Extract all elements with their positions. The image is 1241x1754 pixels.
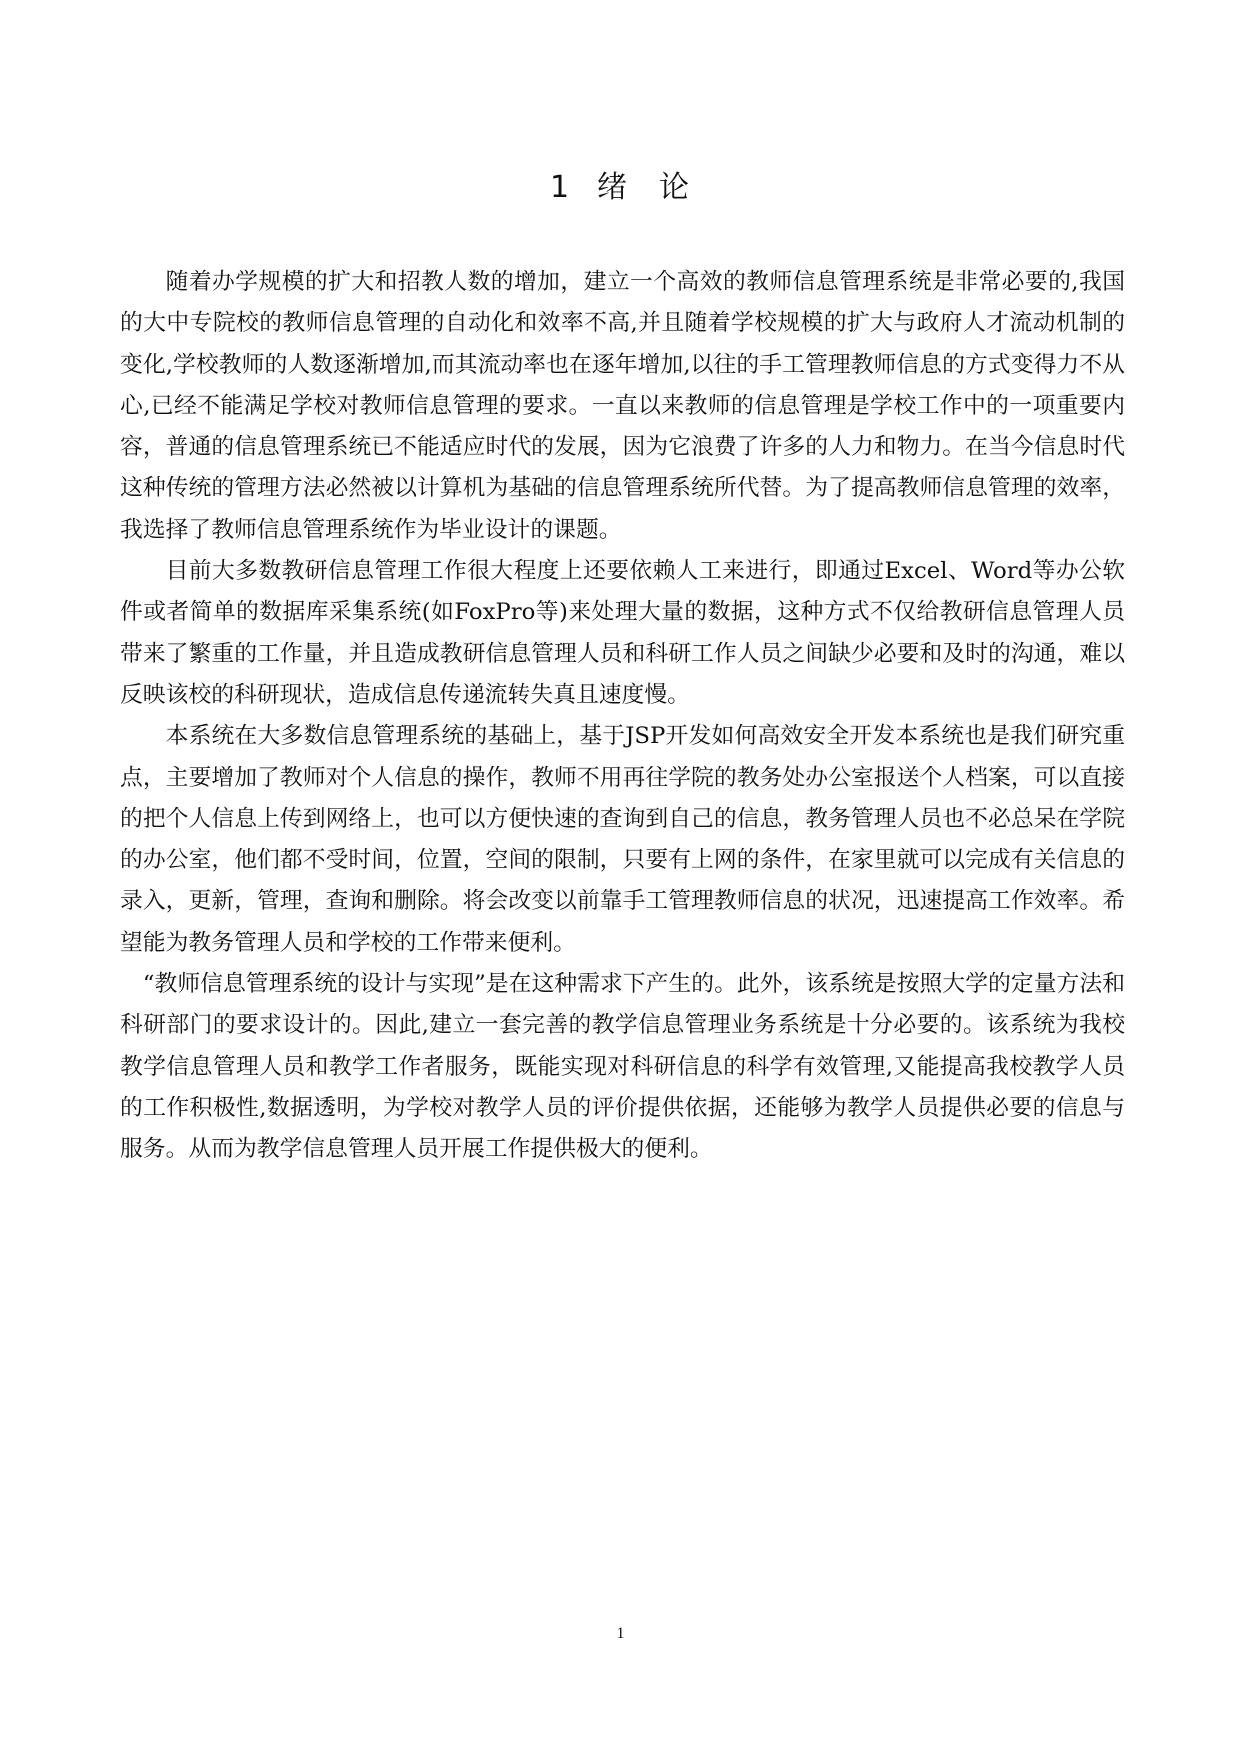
chapter-title-part2: 论	[659, 170, 692, 205]
page-number: 1	[616, 1625, 625, 1642]
paragraph-1: 随着办学规模的扩大和招教人数的增加，建立一个高效的教师信息管理系统是非常必要的,我国的大中专院校的教师信息管理的自动化和效率不高,并且随着学校规模的扩大与政府人才流动机制的变化,学校教师的人数逐渐增加,而其流动率也在逐年增加,以往的手工管理教师信息的方式变得力不从心,已经不能满足学校对教师信息管理的要求。一直以来教师的信息管理是学校工作中的一项重要内容，普通的信息管理系统已不能适应时代的发展，因为它浪费了许多的人力和物力。在当今信息时代这种传统的管理方法必然被以计算机为基础的信息管理系统所代替。为了提高教师信息管理的效率，我选择了教师信息管理系统作为毕业设计的课题。	[120, 269, 1125, 543]
paragraph-2: 目前大多数教研信息管理工作很大程度上还要依赖人工来进行，即通过Excel、Word等办公软件或者简单的数据库采集系统(如FoxPro等)来处理大量的数据，这种方式不仅给教研信息管理人员带来了繁重的工作量，并且造成教研信息管理人员和科研工作人员之间缺少必要和及时的沟通，难以反映该校的科研现状，造成信息传递流转失真且速度慢。	[120, 558, 1125, 708]
paragraph-3: 本系统在大多数信息管理系统的基础上，基于JSP开发如何高效安全开发本系统也是我们研究重点，主要增加了教师对个人信息的操作，教师不用再往学院的教务处办公室报送个人档案，可以直接的把个人信息上传到网络上，也可以方便快速的查询到自己的信息，教务管理人员也不必总呆在学院的办公室，他们都不受时间，位置，空间的限制，只要有上网的条件，在家里就可以完成有关信息的录入，更新，管理，查询和删除。将会改变以前靠手工管理教师信息的状况，迅速提高工作效率。希望能为教务管理人员和学校的工作带来便利。	[120, 723, 1125, 956]
body-text	[120, 262, 1125, 1171]
chapter-title-part1: 绪	[597, 170, 630, 205]
paragraph-4: “教师信息管理系统的设计与实现”是在这种需求下产生的。此外，该系统是按照大学的定量方法和科研部门的要求设计的。因此,建立一套完善的教学信息管理业务系统是十分必要的。该系统为我校教学信息管理人员和教学工作者服务，既能实现对科研信息的科学有效管理,又能提高我校教学人员的工作积极性,数据透明，为学校对教学人员的评价提供依据，还能够为教学人员提供必要的信息与服务。从而为教学信息管理人员开展工作提供极大的便利。	[120, 971, 1125, 1163]
chapter-title	[0, 168, 1241, 208]
chapter-number: 1	[549, 170, 572, 205]
